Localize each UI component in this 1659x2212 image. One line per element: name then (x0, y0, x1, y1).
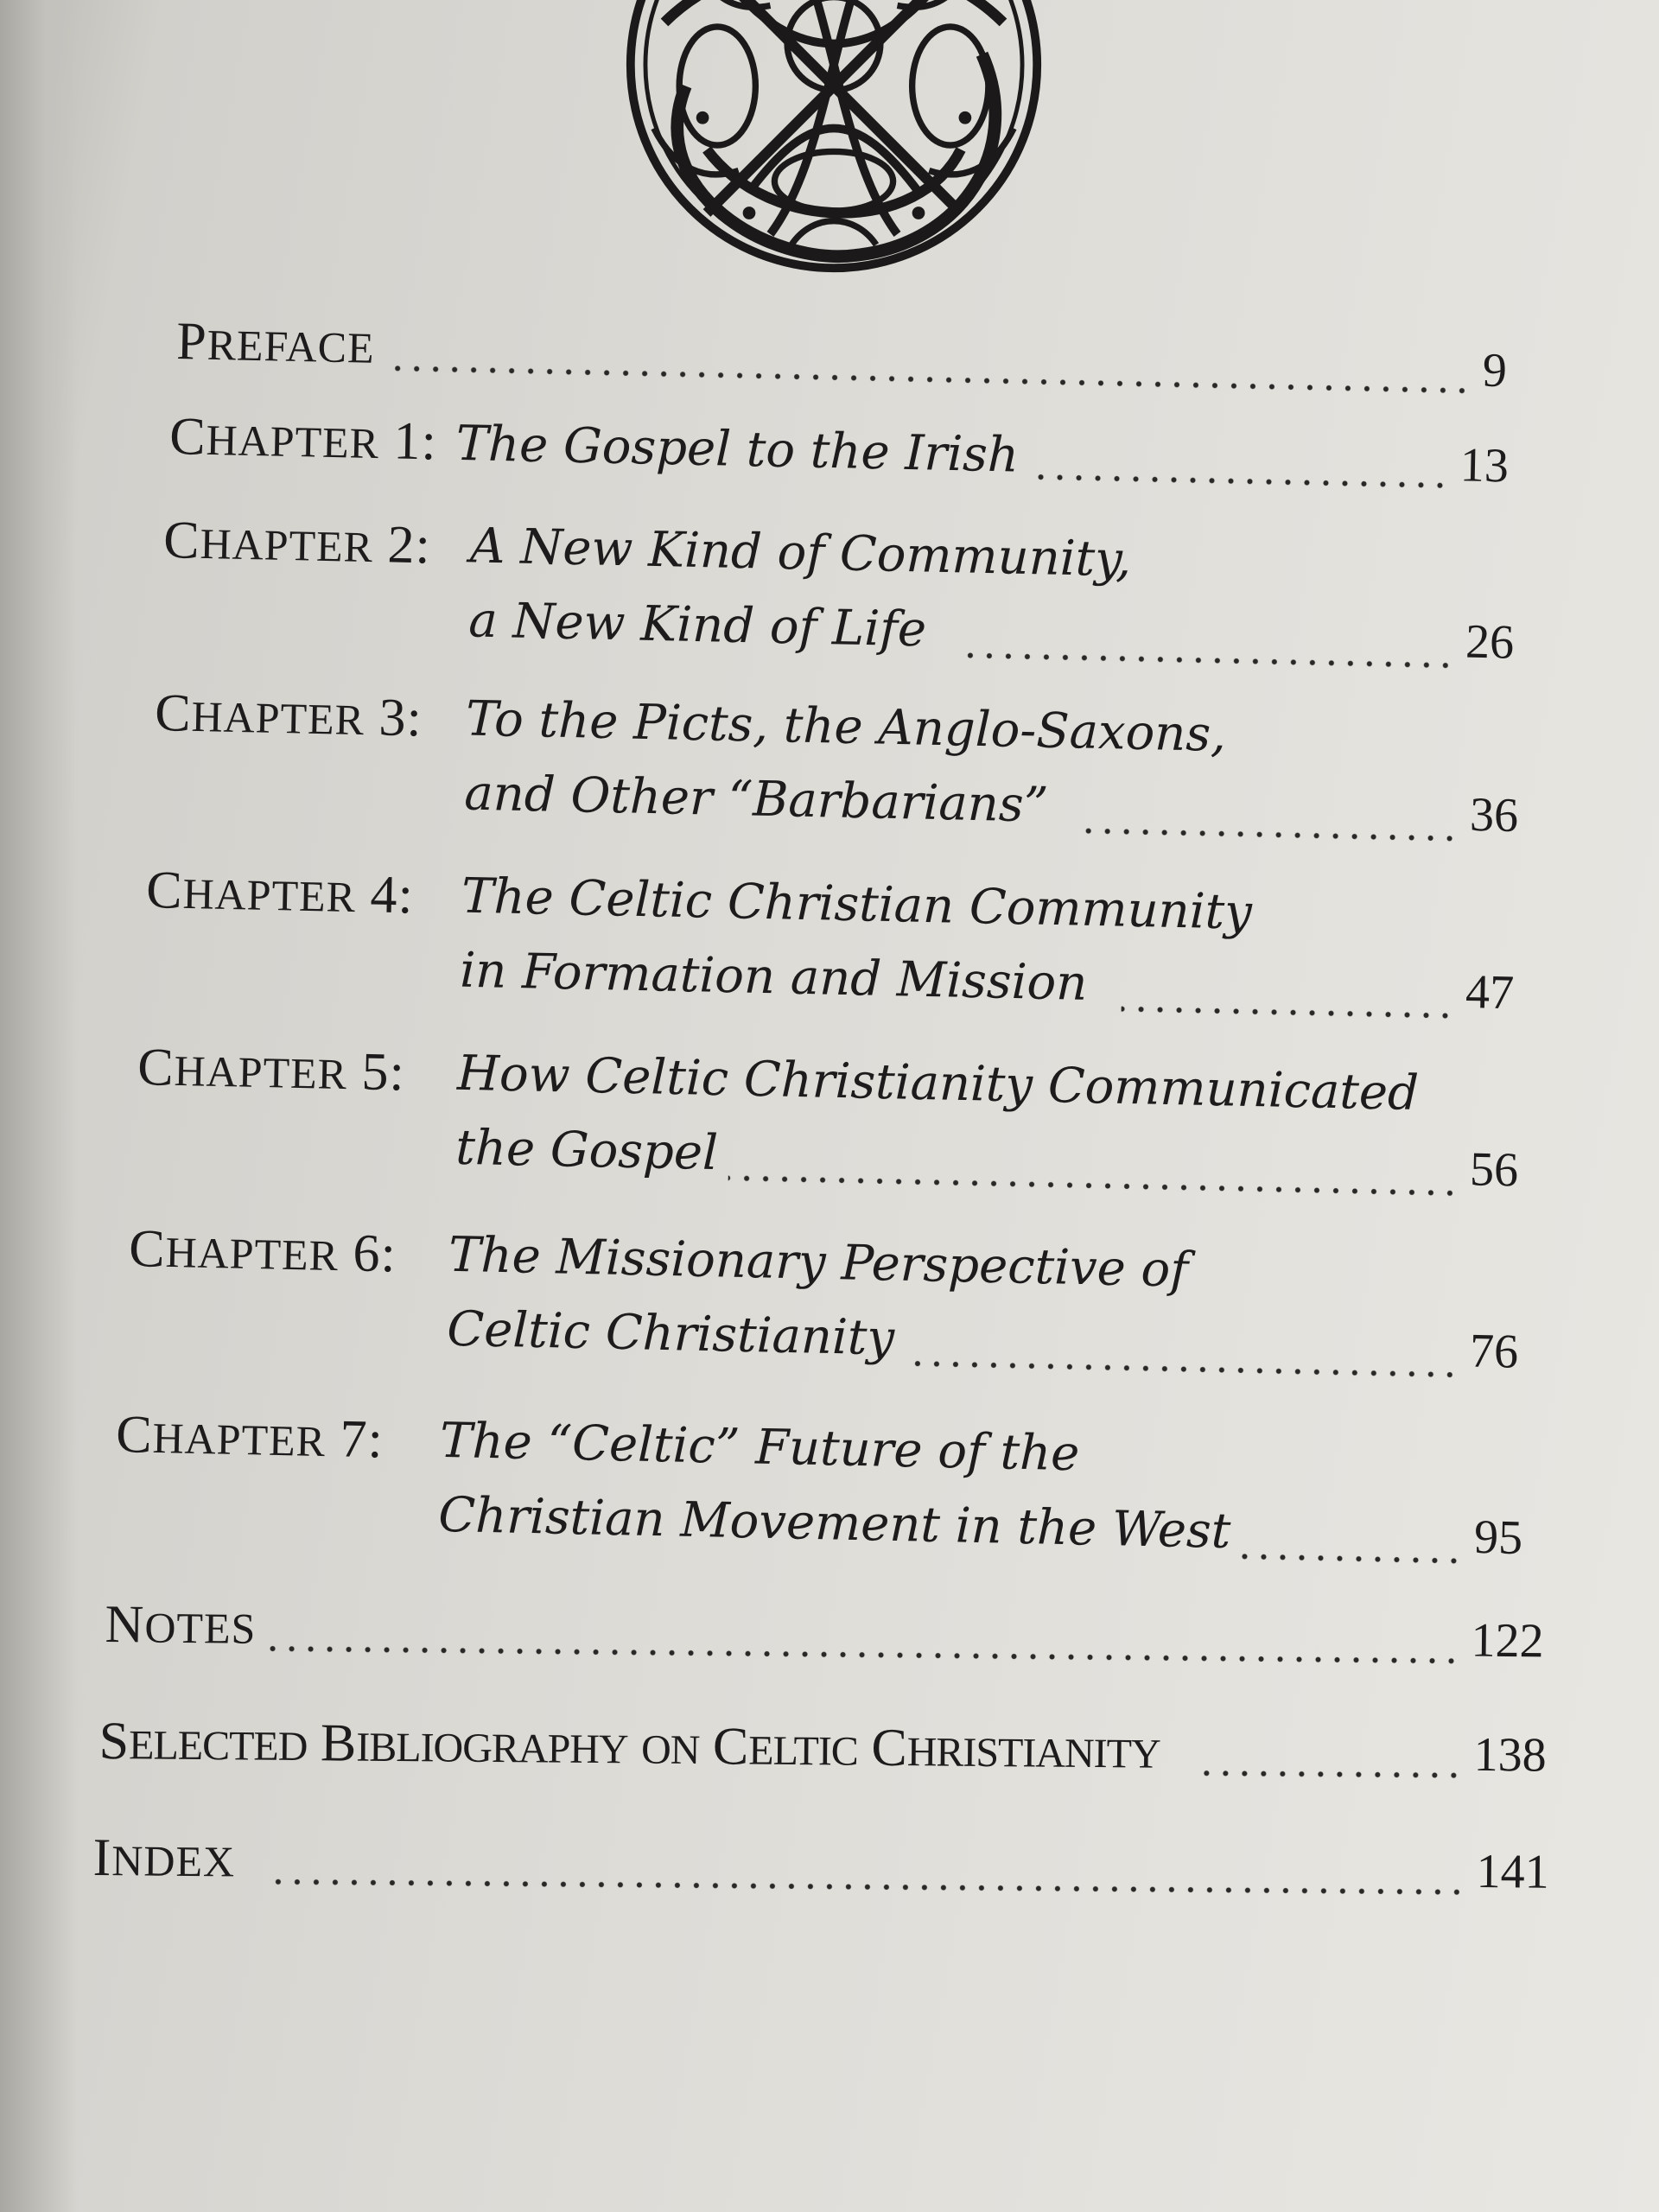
bibliography-label: SELECTED BIBLIOGRAPHY ON CELTIC CHRISTIANITY (99, 1712, 1160, 1778)
leader-dots (960, 651, 1454, 670)
toc-entry-notes[interactable] (105, 1594, 1544, 1678)
leader-dots (1122, 1005, 1455, 1020)
page-number: 26 (1465, 614, 1515, 670)
chapter-3-leader-line (463, 766, 1518, 857)
page-number: 122 (1471, 1613, 1544, 1669)
toc-entry-chapter-4[interactable] (143, 860, 1520, 1044)
toc-entry-chapter-7[interactable] (113, 1404, 1533, 1589)
leader-dots (1194, 1769, 1463, 1780)
page-number: 138 (1473, 1727, 1547, 1783)
chapter-title-line-1: To the Picts, the Anglo-Saxons, (465, 690, 1227, 763)
chapter-title-line-2: a New Kind of Life (467, 592, 927, 658)
toc-entry-bibliography[interactable] (99, 1711, 1547, 1793)
chapter-title-line-2: and Other “Barbarians” (463, 765, 1049, 834)
toc-entry-preface[interactable] (175, 311, 1507, 408)
chapter-6-leader-line (446, 1301, 1518, 1393)
chapter-label: CHAPTER 2: (162, 510, 432, 575)
leader-dots (1083, 827, 1459, 843)
toc-entry-chapter-1[interactable] (168, 406, 1510, 512)
index-label: INDEX (92, 1828, 236, 1888)
chapter-label: CHAPTER 4: (145, 860, 415, 925)
leader-dots (1241, 1552, 1464, 1565)
leader-dots (270, 1878, 1466, 1897)
chapter-title-line-1: The Missionary Perspective of (448, 1226, 1189, 1299)
chapter-title-line-2: Celtic Christianity (446, 1300, 895, 1367)
page-number: 36 (1469, 787, 1519, 843)
page-number: 76 (1469, 1324, 1519, 1379)
notes-label: NOTES (105, 1595, 257, 1655)
chapter-title-line-2: Christian Movement in the West (437, 1486, 1231, 1560)
chapter-title-line-1: The Celtic Christian Community (461, 868, 1253, 941)
chapter-label: CHAPTER 6: (128, 1218, 397, 1284)
toc-entry-chapter-6[interactable] (126, 1218, 1529, 1403)
page-number: 56 (1469, 1142, 1519, 1198)
index-leader-line (92, 1827, 1549, 1910)
toc-entry-chapter-5[interactable] (135, 1037, 1524, 1222)
bibliography-leader-line (99, 1711, 1547, 1793)
leader-dots (904, 1359, 1459, 1379)
toc-entry-chapter-2[interactable] (161, 510, 1516, 694)
chapter-title-line-1: A New Kind of Community, (469, 518, 1132, 588)
leader-dots (728, 1173, 1459, 1198)
chapter-label: CHAPTER 7: (115, 1404, 385, 1470)
chapter-title-line-1: How Celtic Christianity Communicated (456, 1045, 1420, 1122)
preface-leader-line (175, 311, 1507, 408)
page-number: 13 (1459, 438, 1510, 493)
chapter-title-line-2: in Formation and Mission (459, 942, 1088, 1012)
chapter-label: CHAPTER 3: (154, 683, 423, 748)
chapter-label: CHAPTER 5: (137, 1037, 406, 1103)
page-number: 95 (1473, 1510, 1523, 1566)
toc-entry-chapter-3[interactable] (152, 683, 1520, 867)
chapter-1-leader-line (168, 406, 1509, 503)
chapter-label: CHAPTER 1: (168, 406, 438, 472)
page-number: 141 (1476, 1844, 1549, 1899)
leader-dots (1028, 473, 1449, 490)
chapter-5-leader-line (454, 1120, 1518, 1211)
chapter-4-leader-line (459, 943, 1514, 1034)
notes-leader-line (105, 1594, 1544, 1678)
chapter-title-line-1: The “Celtic” Future of the (439, 1412, 1080, 1483)
page-number: 9 (1482, 343, 1508, 398)
preface-label: PREFACE (175, 311, 376, 372)
chapter-2-leader-line (467, 592, 1514, 683)
chapter-title-line-1: The Gospel to the Irish (455, 415, 1020, 484)
leader-dots (266, 1644, 1460, 1665)
page-number: 47 (1465, 965, 1515, 1020)
leader-dots (385, 364, 1471, 395)
toc-entry-index[interactable] (92, 1827, 1549, 1910)
chapter-7-leader-line (437, 1487, 1522, 1579)
chapter-title-line-2: the Gospel (454, 1119, 719, 1182)
